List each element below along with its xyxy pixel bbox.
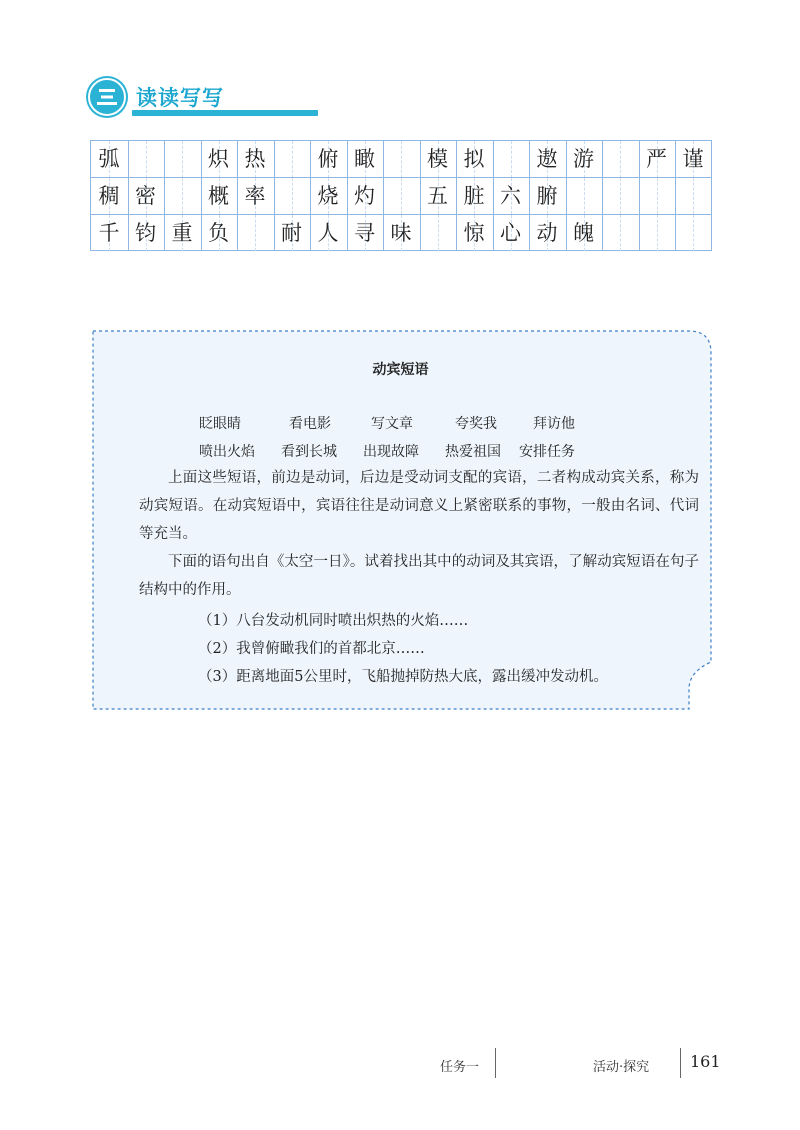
grid-char: 密 <box>135 184 156 208</box>
grid-char: 腑 <box>536 184 558 208</box>
grid-char: 五 <box>427 184 448 208</box>
phrase: 热爱祖国 <box>445 444 501 460</box>
grid-char: 拟 <box>463 147 485 171</box>
grid-char <box>602 215 638 252</box>
footer-divider <box>680 1048 681 1078</box>
example-sentence-2: （2）我曾俯瞰我们的首都北京…… <box>198 641 425 657</box>
grid-char: 千 <box>98 221 120 245</box>
phrase: 喷出火焰 <box>199 444 255 460</box>
grid-char <box>128 141 164 178</box>
page-number: 161 <box>690 1052 721 1071</box>
grid-char <box>237 215 273 252</box>
paragraph: 上面这些短语，前边是动词，后边是受动词支配的宾语，二者构成动宾关系，称为动宾短语。在动宾短语中，宾语往往是动词意义上紧密联系的事物，一般由名词、代词等充当。 <box>139 470 699 542</box>
grid-char: 灼 <box>354 184 375 208</box>
footer-activity-label: 活动·探究 <box>593 1060 650 1075</box>
grid-char: 俯 <box>317 147 339 171</box>
grid-char: 耐 <box>281 221 302 245</box>
grid-char: 钧 <box>135 221 156 245</box>
grid-char <box>420 215 456 252</box>
grid-char: 模 <box>427 147 448 171</box>
phrase: 夸奖我 <box>455 416 497 432</box>
example-sentence-1: （1）八台发动机同时喷出炽热的火焰…… <box>198 613 469 629</box>
grid-char <box>493 141 529 178</box>
grid-char <box>164 141 200 178</box>
instruction-paragraph <box>139 548 699 604</box>
grid-char: 率 <box>244 184 266 208</box>
three-lines-icon <box>88 78 126 116</box>
word-grid <box>90 140 712 251</box>
grid-char <box>274 141 310 178</box>
grid-char <box>164 178 200 215</box>
example-sentence-3: （3）距离地面5公里时，飞船抛掉防热大底，露出缓冲发动机。 <box>198 669 608 685</box>
grid-char: 严 <box>646 147 667 171</box>
grid-row <box>91 177 711 214</box>
grid-char: 六 <box>500 184 521 208</box>
phrase: 出现故障 <box>363 444 419 460</box>
grid-char: 炽 <box>208 147 229 171</box>
grid-char: 人 <box>317 221 339 245</box>
grid-char: 心 <box>500 221 521 245</box>
explanation-paragraph <box>139 464 699 548</box>
grid-char <box>602 141 638 178</box>
grid-char: 寻 <box>354 221 375 245</box>
phrase: 看电影 <box>289 416 331 432</box>
grid-char <box>639 178 675 215</box>
grid-char: 游 <box>573 147 594 171</box>
section-title: 读读写写 <box>136 86 224 110</box>
phrase: 看到长城 <box>281 444 337 460</box>
grid-char: 弧 <box>98 147 120 171</box>
grid-char: 烧 <box>317 184 339 208</box>
phrase: 眨眼睛 <box>199 416 241 432</box>
grid-char: 概 <box>208 184 229 208</box>
grid-char: 惊 <box>463 221 485 245</box>
box-title: 动宾短语 <box>372 362 429 378</box>
grid-char <box>602 178 638 215</box>
grid-char: 味 <box>390 221 412 245</box>
footer-divider <box>495 1048 496 1078</box>
grid-char: 重 <box>171 221 193 245</box>
grid-char <box>675 215 711 252</box>
grid-char <box>383 141 419 178</box>
grid-char: 稠 <box>98 184 120 208</box>
grid-char <box>274 178 310 215</box>
grid-char: 热 <box>244 147 266 171</box>
grid-row <box>91 214 711 251</box>
grid-char <box>675 178 711 215</box>
grid-char: 魄 <box>573 221 594 245</box>
grid-char <box>383 178 419 215</box>
grid-char: 谨 <box>682 147 704 171</box>
section-header <box>88 78 288 120</box>
grid-char <box>639 215 675 252</box>
grid-char: 负 <box>208 221 229 245</box>
grid-char: 动 <box>536 221 558 245</box>
phrase: 写文章 <box>371 416 413 432</box>
grid-char: 瞰 <box>354 147 375 171</box>
grid-char: 脏 <box>463 184 485 208</box>
grid-row <box>91 141 711 178</box>
paragraph: 下面的语句出自《太空一日》。试着找出其中的动词及其宾语，了解动宾短语在句子结构中的作用。 <box>139 554 699 598</box>
phrase: 安排任务 <box>519 444 575 460</box>
verb-object-phrase-box <box>89 327 712 713</box>
footer-task-label: 任务一 <box>440 1060 480 1075</box>
grid-char <box>566 178 602 215</box>
grid-char: 遨 <box>536 147 558 171</box>
phrase: 拜访他 <box>533 416 575 432</box>
